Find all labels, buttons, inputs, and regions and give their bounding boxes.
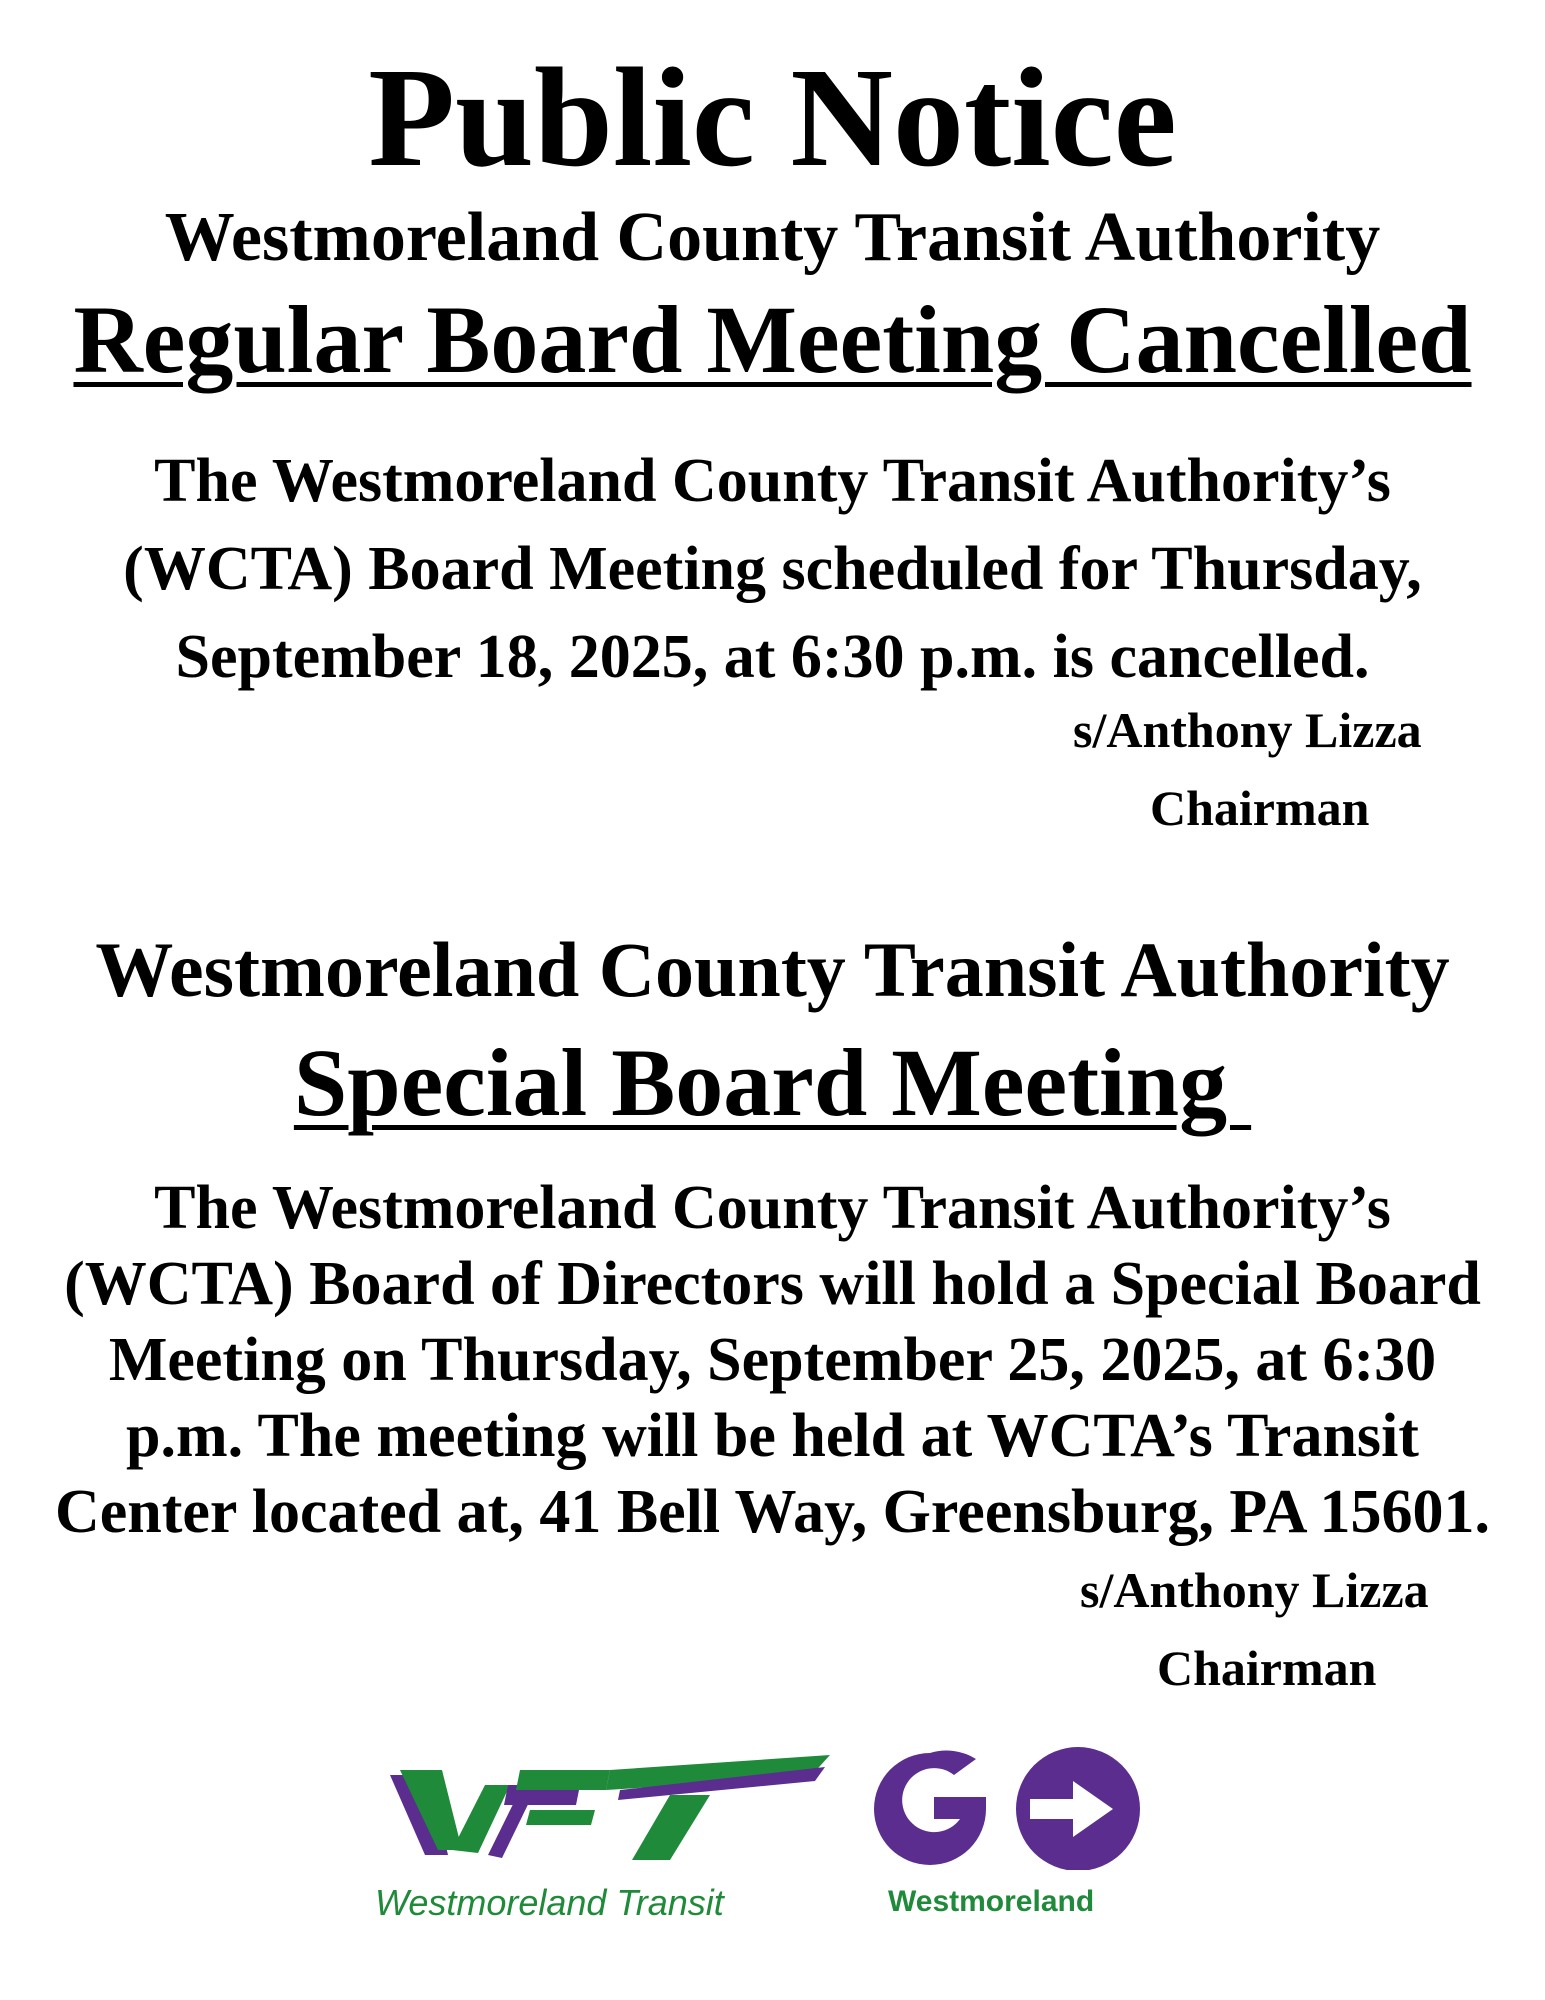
wt-logo-caption: Westmoreland Transit xyxy=(375,1882,724,1923)
notice-heading-special: Special Board Meeting xyxy=(293,1029,1252,1136)
signature: s/Anthony Lizza xyxy=(1073,702,1422,758)
notice-body-line: (WCTA) Board of Directors will hold a Special Board xyxy=(64,1250,1481,1318)
signature-title: Chairman xyxy=(1150,780,1370,836)
notice-body-line: The Westmoreland County Transit Authority’s xyxy=(154,447,1391,515)
organization-name: Westmoreland County Transit Authority xyxy=(164,199,1381,276)
go-logo-icon xyxy=(868,1745,1148,1870)
westmoreland-transit-logo xyxy=(370,1745,840,1923)
notice-body-cancelled xyxy=(0,437,1545,701)
notice-body-line: The Westmoreland County Transit Authority’s xyxy=(154,1174,1391,1242)
notice-body-line: (WCTA) Board Meeting scheduled for Thursday, xyxy=(123,535,1422,603)
wt-logo-icon xyxy=(370,1745,840,1880)
organization-name: Westmoreland County Transit Authority xyxy=(95,926,1450,1013)
go-westmoreland-logo xyxy=(868,1745,1148,1925)
signature-title: Chairman xyxy=(1157,1640,1377,1696)
notice-body-line: Center located at, 41 Bell Way, Greensburg, PA 15601. xyxy=(54,1478,1491,1546)
notice-body-line: Meeting on Thursday, September 25, 2025, at 6:30 xyxy=(108,1326,1437,1394)
notice-body-special xyxy=(0,1170,1545,1550)
notice-body-line: September 18, 2025, at 6:30 p.m. is cancelled. xyxy=(175,623,1370,691)
notice-body-line: p.m. The meeting will be held at WCTA’s Transit xyxy=(126,1402,1419,1470)
page-title: Public Notice xyxy=(368,38,1177,196)
notice-heading-cancelled: Regular Board Meeting Cancelled xyxy=(73,286,1472,393)
signature: s/Anthony Lizza xyxy=(1080,1562,1429,1618)
go-logo-caption: Westmoreland xyxy=(888,1885,1095,1918)
